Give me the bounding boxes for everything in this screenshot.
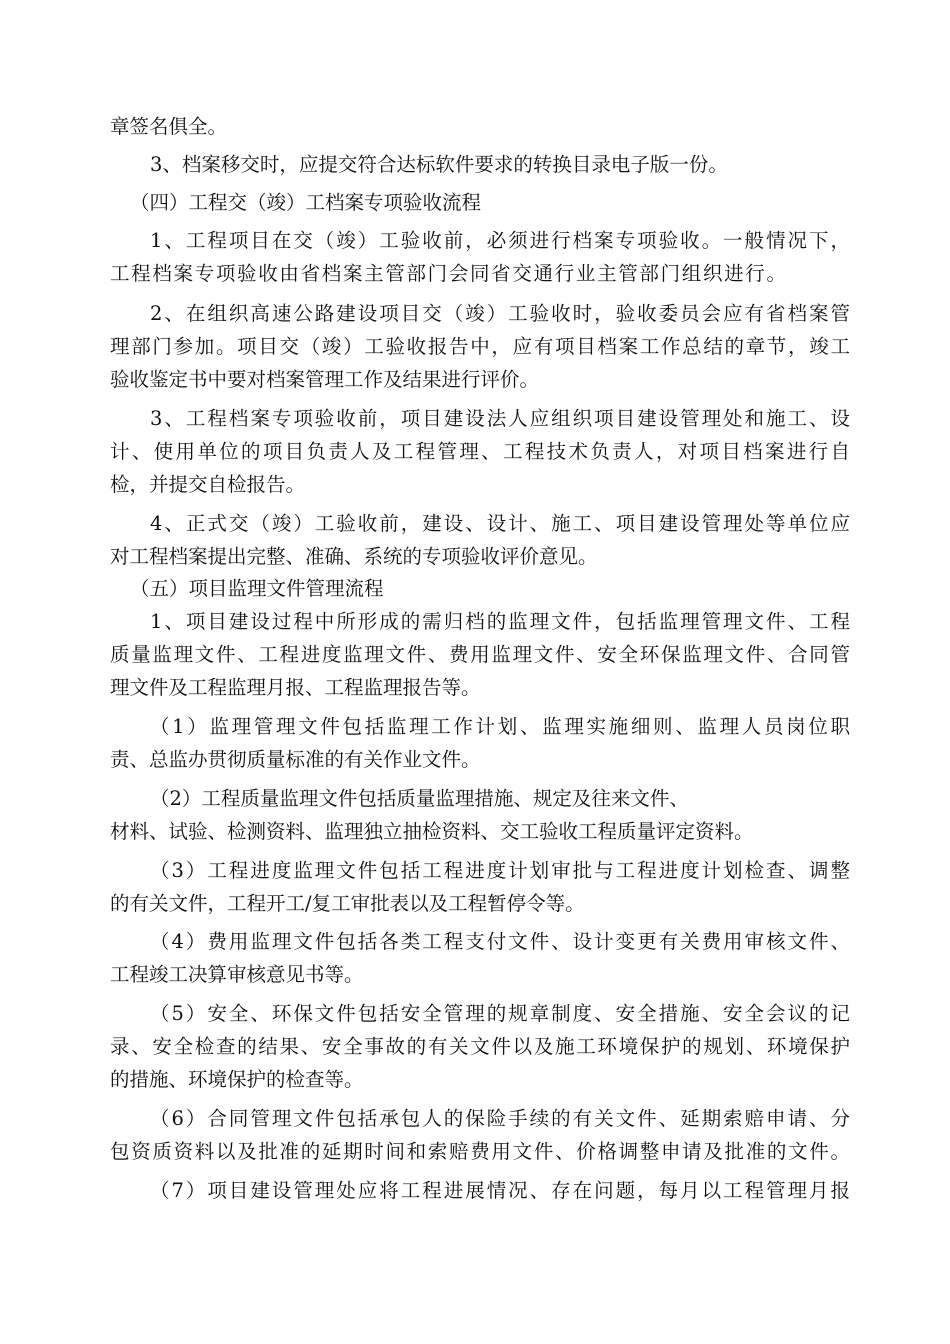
text-line: 理部门参加。项目交（竣）工验收报告中，应有项目档案工作总结的章节，竣工 bbox=[110, 335, 850, 358]
text-line: 理文件及工程监理月报、工程监理报告等。 bbox=[110, 676, 481, 699]
text-line: （7）项目建设管理处应将工程进展情况、存在问题，每月以工程管理月报 bbox=[150, 1179, 850, 1202]
text-line: 工程竣工决算审核意见书等。 bbox=[110, 963, 364, 986]
text-line: 工程档案专项验收由省档案主管部门会同省交通行业主管部门组织进行。 bbox=[110, 262, 786, 285]
text-line: 计、使用单位的项目负责人及工程管理、工程技术负责人，对项目档案进行自 bbox=[110, 440, 850, 463]
text-line: 录、安全检查的结果、安全事故的有关文件以及施工环境保护的规划、环境保护 bbox=[110, 1035, 850, 1058]
text-line: 2、在组织高速公路建设项目交（竣）工验收时，验收委员会应有省档案管 bbox=[150, 302, 850, 325]
section-heading: （五）项目监理文件管理流程 bbox=[130, 577, 384, 600]
text-line: 质量监理文件、工程进度监理文件、费用监理文件、安全环保监理文件、合同管 bbox=[110, 643, 850, 666]
text-line: 验收鉴定书中要对档案管理工作及结果进行评价。 bbox=[110, 368, 540, 391]
text-line: 责、总监办贯彻质量标准的有关作业文件。 bbox=[110, 748, 481, 771]
text-line: （5）安全、环保文件包括安全管理的规章制度、安全措施、安全会议的记 bbox=[150, 1002, 850, 1025]
text-line: 1、项目建设过程中所形成的需归档的监理文件，包括监理管理文件、工程 bbox=[150, 610, 850, 633]
text-line: （2）工程质量监理文件包括质量监理措施、规定及往来文件、 bbox=[150, 787, 689, 810]
text-line: 1、工程项目在交（竣）工验收前，必须进行档案专项验收。一般情况下， bbox=[150, 229, 850, 252]
text-line: 检，并提交自检报告。 bbox=[110, 473, 306, 496]
section-heading: （四）工程交（竣）工档案专项验收流程 bbox=[130, 191, 482, 214]
text-line: 4、正式交（竣）工验收前，建设、设计、施工、项目建设管理处等单位应 bbox=[150, 512, 850, 535]
text-line: 章签名俱全。 bbox=[110, 115, 228, 138]
text-line: 的有关文件，工程开工/复工审批表以及工程暂停令等。 bbox=[110, 892, 585, 915]
text-line: 3、工程档案专项验收前，项目建设法人应组织项目建设管理处和施工、设 bbox=[150, 407, 850, 430]
text-line: 对工程档案提出完整、准确、系统的专项验收评价意见。 bbox=[110, 545, 598, 568]
text-line: （1）监理管理文件包括监理工作计划、监理实施细则、监理人员岗位职 bbox=[150, 715, 850, 738]
text-line: 包资质资料以及批准的延期时间和索赔费用文件、价格调整申请及批准的文件。 bbox=[110, 1140, 850, 1163]
text-line: （3）工程进度监理文件包括工程进度计划审批与工程进度计划检查、调整 bbox=[150, 859, 850, 882]
text-line: （4）费用监理文件包括各类工程支付文件、设计变更有关费用审核文件、 bbox=[150, 930, 850, 953]
text-line: （6）合同管理文件包括承包人的保险手续的有关文件、延期索赔申请、分 bbox=[150, 1107, 850, 1130]
text-line: 的措施、环境保护的检查等。 bbox=[110, 1068, 364, 1091]
text-line: 材料、试验、检测资料、监理独立抽检资料、交工验收工程质量评定资料。 bbox=[110, 820, 754, 843]
text-line: 3、档案移交时，应提交符合达标软件要求的转换目录电子版一份。 bbox=[150, 153, 728, 176]
